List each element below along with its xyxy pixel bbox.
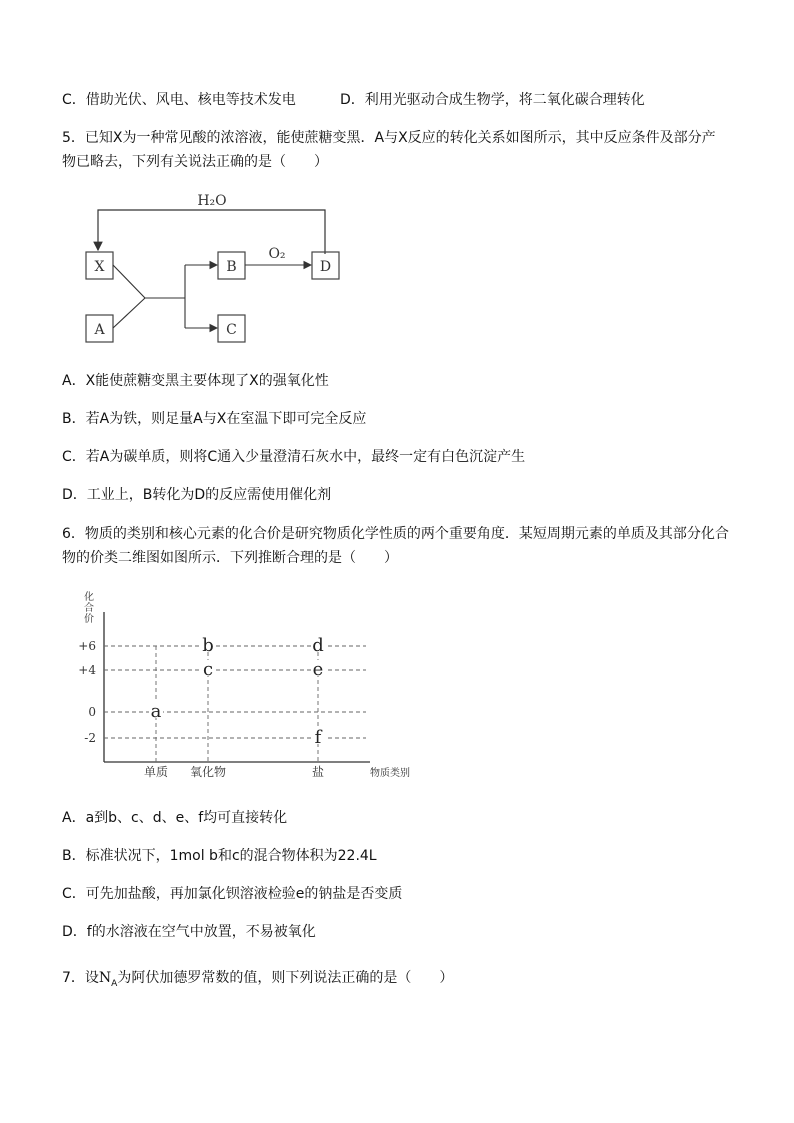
- x-axis-label: 物质类别: [370, 768, 410, 779]
- q6-option-a: A．a到b、c、d、e、f均可直接转化: [62, 810, 288, 826]
- q5-stem-line2: 物已略去，下列有关说法正确的是（ ）: [62, 154, 328, 170]
- q6-option-b: B．标准状况下，1mol b和c的混合物体积为22.4L: [62, 848, 377, 864]
- point-d: d: [312, 635, 324, 656]
- na-symbol: N: [98, 970, 112, 986]
- q6-stem-line1: 6．物质的类别和核心元素的化合价是研究物质化学性质的两个重要角度．某短周期元素的单质及其部分化合: [62, 526, 729, 542]
- point-a: a: [150, 701, 162, 722]
- q4-option-c: C．借助光伏、风电、核电等技术发电: [62, 92, 296, 108]
- a-to-junction: [113, 298, 145, 328]
- q7-stem-suffix: 为阿伏加德罗常数的值，则下列说法正确的是（ ）: [117, 970, 454, 986]
- q5-stem-line1: 5．已知X为一种常见酸的浓溶液，能使蔗糖变黑．A与X反应的转化关系如图所示，其中反应条件及部分产: [62, 130, 716, 146]
- q5-option-a: A．X能使蔗糖变黑主要体现了X的强氧化性: [62, 373, 329, 389]
- x-tick-label: 单质: [143, 765, 169, 779]
- q6-stem-line2: 物的价类二维图如图所示．下列推断合理的是（ ）: [62, 550, 398, 566]
- node-b-label: B: [226, 259, 237, 275]
- node-c-label: C: [226, 322, 237, 338]
- x-to-junction: [113, 265, 145, 298]
- y-tick-label: 0: [88, 705, 96, 719]
- point-e: e: [312, 659, 324, 680]
- valence-category-chart: [70, 590, 430, 790]
- x-tick-label: 氧化物: [189, 765, 227, 779]
- q4-option-d: D．利用光驱动合成生物学，将二氧化碳合理转化: [340, 92, 645, 108]
- node-a-label: A: [94, 322, 105, 338]
- y-tick-label: +6: [78, 639, 96, 653]
- na-subscript: A: [111, 978, 118, 989]
- x-tick-label: 盐: [311, 765, 325, 779]
- y-axis-label-char: 化: [84, 592, 94, 603]
- point-b: b: [202, 635, 214, 656]
- q5-option-c: C．若A为碳单质，则将C通入少量澄清石灰水中，最终一定有白色沉淀产生: [62, 449, 526, 465]
- q6-option-c: C．可先加盐酸，再加氯化钡溶液检验e的钠盐是否变质: [62, 886, 403, 902]
- y-axis-label-char: 合: [84, 603, 94, 614]
- o2-label: O₂: [268, 246, 286, 262]
- node-x-label: X: [94, 259, 105, 275]
- y-axis-label: [84, 590, 94, 625]
- node-d-label: D: [319, 259, 332, 275]
- q7-stem: [62, 968, 453, 994]
- h2o-label: H₂O: [197, 193, 227, 209]
- h2o-return-arrow: [98, 210, 325, 254]
- point-f: f: [314, 727, 322, 748]
- q5-option-d: D．工业上，B转化为D的反应需使用催化剂: [62, 487, 332, 503]
- y-tick-label: -2: [84, 731, 96, 745]
- y-tick-label: +4: [78, 663, 96, 677]
- q6-option-d: D．f的水溶液在空气中放置，不易被氧化: [62, 924, 316, 940]
- point-c: c: [202, 659, 214, 680]
- q5-option-b: B．若A为铁，则足量A与X在室温下即可完全反应: [62, 411, 367, 427]
- q7-stem-prefix: 7．设: [62, 970, 99, 986]
- y-axis-label-char: 价: [84, 614, 94, 625]
- q5-conversion-diagram: [80, 188, 350, 348]
